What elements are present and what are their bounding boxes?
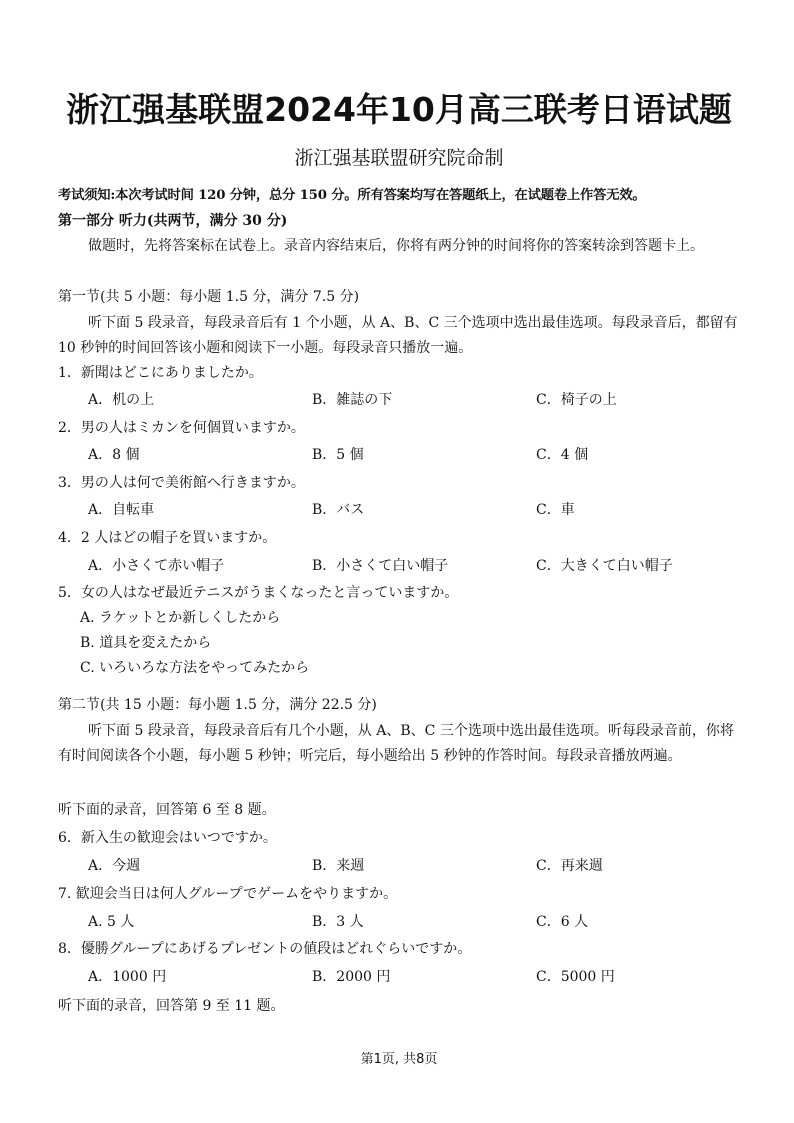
listen-instruction: 听下面的录音，回答第 6 至 8 题。 — [58, 802, 276, 818]
option-b: B．小さくて白い帽子 — [312, 558, 449, 574]
option-a: A. ラケットとか新しくしたから — [80, 610, 281, 626]
option-c: C．椅子の上 — [536, 392, 617, 408]
option-a: A．8 個 — [88, 447, 140, 463]
option-b: B．3 人 — [312, 914, 364, 930]
option-b: B．雑誌の下 — [312, 392, 393, 408]
question-stem: 4．2 人はどの帽子を買いますか。 — [58, 530, 277, 546]
option-a: A．自転車 — [88, 502, 155, 518]
option-b: B．5 個 — [312, 447, 364, 463]
option-c: C．再来週 — [536, 858, 603, 874]
question-stem: 1．新聞はどこにありましたか。 — [58, 365, 263, 381]
question-stem: 7. 歓迎会当日は何人グループでゲームをやりますか。 — [58, 886, 398, 902]
option-a: A．1000 円 — [88, 969, 167, 985]
option-c: C．5000 円 — [536, 969, 615, 985]
option-c: C．6 人 — [536, 914, 589, 930]
question-stem: 6．新入生の歓迎会はいつですか。 — [58, 830, 277, 846]
option-c: C. いろいろな方法をやってみたから — [80, 660, 310, 676]
section1-heading: 第一节(共 5 小题：每小题 1.5 分，满分 7.5 分) — [58, 289, 360, 305]
option-a: A．机の上 — [88, 392, 155, 408]
option-b: B. 道具を変えたから — [80, 635, 212, 651]
exam-notice: 考试须知:本次考试时间 120 分钟，总分 150 分。所有答案均写在答题纸上，在试题卷上作答无效。 — [58, 188, 646, 203]
option-b: B．2000 円 — [312, 969, 391, 985]
part1-heading: 第一部分 听力(共两节，满分 30 分) — [58, 213, 288, 229]
option-b: B．来週 — [312, 858, 365, 874]
option-a: A．小さくて赤い帽子 — [88, 558, 225, 574]
exam-subtitle: 浙江强基联盟研究院命制 — [294, 147, 504, 169]
option-c: C．4 個 — [536, 447, 589, 463]
option-b: B．バス — [312, 502, 365, 518]
question-stem: 8．優勝グループにあげるプレゼントの値段はどれぐらいですか。 — [58, 941, 472, 957]
listen-instruction: 听下面的录音，回答第 9 至 11 题。 — [58, 998, 285, 1014]
exam-title: 浙江强基联盟2024年10月高三联考日语试题 — [66, 90, 732, 129]
section1-instruction: 听下面 5 段录音，每段录音后有 1 个小题，从 A、B、C 三个选项中选出最佳选项。每段录音后，都留有 10 秒钟的时间回答该小题和阅读下一小题。每段录音只播放一遍。 — [58, 315, 738, 356]
question-stem: 2．男の人はミカンを何個買いますか。 — [58, 420, 305, 436]
part1-instruction: 做题时，先将答案标在试卷上。录音内容结束后，你将有两分钟的时间将你的答案转涂到答题卡上。 — [88, 238, 704, 254]
section2-instruction: 听下面 5 段录音，每段录音后有几个小题，从 A、B、C 三个选项中选出最佳选项。听每段录音前，你将有时间阅读各个小题，每小题 5 秒钟；听完后，每小题给出 5 秒钟的作答时间。每段录音播放两遍。 — [58, 723, 734, 764]
page-number: 第1页, 共8页 — [360, 1052, 438, 1067]
question-stem: 5．女の人はなぜ最近テニスがうまくなったと言っていますか。 — [58, 585, 459, 601]
option-c: C．車 — [536, 502, 575, 518]
option-a: A．今週 — [88, 858, 141, 874]
option-c: C．大きくて白い帽子 — [536, 558, 673, 574]
section2-heading: 第二节(共 15 小题：每小题 1.5 分，满分 22.5 分) — [58, 697, 377, 713]
option-a: A. 5 人 — [88, 914, 135, 930]
question-stem: 3．男の人は何で美術館へ行きますか。 — [58, 475, 305, 491]
